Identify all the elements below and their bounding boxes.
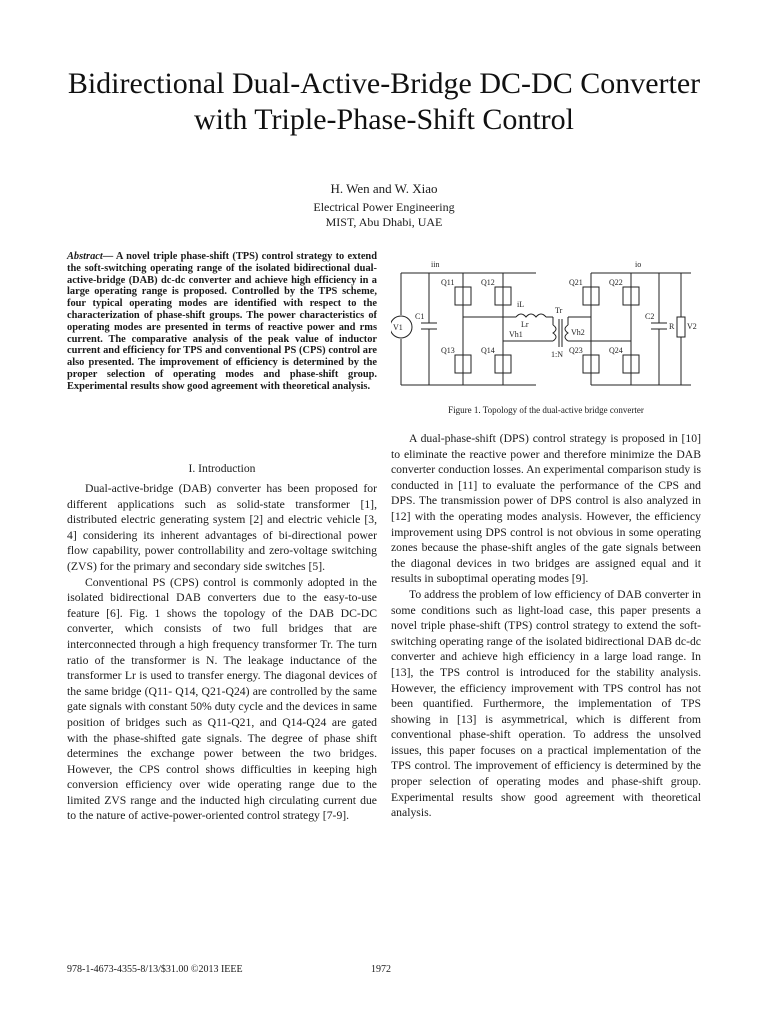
abstract-text: — A novel triple phase-shift (TPS) control strategy to extend the soft-switching operating range of the isolated bidirectional dual-active-bridge (DAB) dc-dc converter and achieve high efficiency in a large operating range is proposed. Controlled by the TPS scheme, four typical operating modes are identified with respect to the characterization of phase-shift groups. The power characteristics of operating modes are presented in terms of reactive power and rms current. The comparative analysis of the peak value of inductor current and efficiency for TPS and conventional PS (CPS) control are also presented. The improvement of efficiency is determined by the proper selection of operating modes and phase-shift group. Experimental results show good agreement with theoretical analysis.	[67, 251, 377, 392]
label-lr: Lr	[521, 320, 529, 329]
label-q23: Q23	[569, 346, 583, 355]
right-column-body	[391, 431, 701, 821]
label-q14: Q14	[481, 346, 495, 355]
label-q12: Q12	[481, 278, 495, 287]
affiliation-line-1: Electrical Power Engineering	[313, 200, 455, 214]
label-q22: Q22	[609, 278, 623, 287]
label-iin: iin	[431, 260, 440, 269]
label-q11: Q11	[441, 278, 455, 287]
label-v2: V2	[687, 322, 697, 331]
abstract	[67, 251, 377, 393]
right-paragraph-2: To address the problem of low efficiency of DAB converter in some conditions such as light-load case, this paper presents a novel triple phase-shift (TPS) control strategy to extend the soft-switching operating range of the isolated bidirectional DAB dc-dc converter and achieve high efficiency in a large load range. In [13], the TPS control is introduced for the stability analysis. However, the efficiency improvement with TPS control has not been quantified. Furthermore, the implementation of TPS showing in [13] is asymmetrical, which is different from conventional phase-shift operation. To address the unsolved issues, this paper focuses on a practical implementation of the TPS control. The improvement of efficiency is determined by the proper selection of operating modes and phase-shift group. Experimental results show good agreement with theoretical analysis.	[391, 587, 701, 820]
label-r: R	[669, 322, 675, 331]
label-q13: Q13	[441, 346, 455, 355]
footer-isbn: 978-1-4673-4355-8/13/$31.00 ©2013 IEEE	[67, 964, 243, 975]
label-io: io	[635, 260, 642, 269]
label-c1: C1	[415, 312, 425, 321]
left-column-body	[67, 481, 377, 824]
label-vh1: Vh1	[509, 330, 523, 339]
abstract-label: Abstract	[67, 251, 103, 262]
intro-paragraph-2: Conventional PS (CPS) control is commonly adopted in the isolated bidirectional DAB converters due to the easy-to-use feature [6]. Fig. 1 shows the topology of the DAB DC-DC converter, which consists of two full bridges that are interconnected through a high frequency transformer Tr. The turn ratio of the transformer is N. The leakage inductance of the transformer Lr is used to transfer energy. The diagonal devices of the same bridge (Q11- Q14, Q21-Q24) are controlled by the same gate signals with constant 50% duty cycle and the devices in same position of bridges such as Q11-Q21, and Q14-Q24 are gated with the phase-shifted gate signals. The degree of phase shift determines the exchange power between the two bridges. However, the CPS control shows difficulties in keeping high conversion efficiency over wide operating range due to the limited ZVS range and the inducted high circulating current due to the nature of active-power-oriented control strategy [7-9].	[67, 575, 377, 823]
dab-converter-schematic	[391, 255, 701, 403]
label-q24: Q24	[609, 346, 623, 355]
label-v1: V1	[393, 323, 403, 332]
affiliation-line-2: MIST, Abu Dhabi, UAE	[325, 215, 443, 229]
label-il: iL	[517, 300, 525, 309]
label-c2: C2	[645, 312, 655, 321]
intro-paragraph-1: Dual-active-bridge (DAB) converter has been proposed for different applications such as solid-state transformer [1], distributed electric generating system [2] and electric vehicle [3, 4] considering its inherent advantages of bi-directional power flow capability, power controllability and zero-voltage switching (ZVS) for the primary and secondary side switches [5].	[67, 482, 377, 573]
label-tr: Tr	[555, 306, 563, 315]
authors: H. Wen and W. Xiao	[330, 181, 438, 196]
figure-1	[391, 255, 701, 403]
paper-title	[0, 66, 768, 138]
title-line-1: Bidirectional Dual-Active-Bridge DC-DC Converter	[67, 67, 701, 100]
label-ratio: 1:N	[551, 350, 563, 359]
figure-caption: Figure 1. Topology of the dual-active bridge converter	[448, 405, 644, 415]
title-line-2: with Triple-Phase-Shift Control	[193, 103, 575, 136]
affiliation	[0, 200, 768, 230]
label-q21: Q21	[569, 278, 583, 287]
section-heading-introduction: I. Introduction	[188, 462, 256, 475]
label-vh2: Vh2	[571, 328, 585, 337]
right-paragraph-1: A dual-phase-shift (DPS) control strategy is proposed in [10] to eliminate the reactive power and therefore minimize the DAB converter conduction losses. An experimental comparison study is conducted in [11] to evaluate the performance of the CPS and DPS. The transmission power of DPS control is also analyzed in [12] with the operating modes analysis. However, the efficiency improvement using DPS control is not obvious in some operating zones because the phase-shift angles of the gate signals between the diagonal devices in two bridges are assigned equal and it results in suboptimal operating modes [9].	[391, 432, 701, 586]
footer-page-number: 1972	[371, 964, 391, 975]
